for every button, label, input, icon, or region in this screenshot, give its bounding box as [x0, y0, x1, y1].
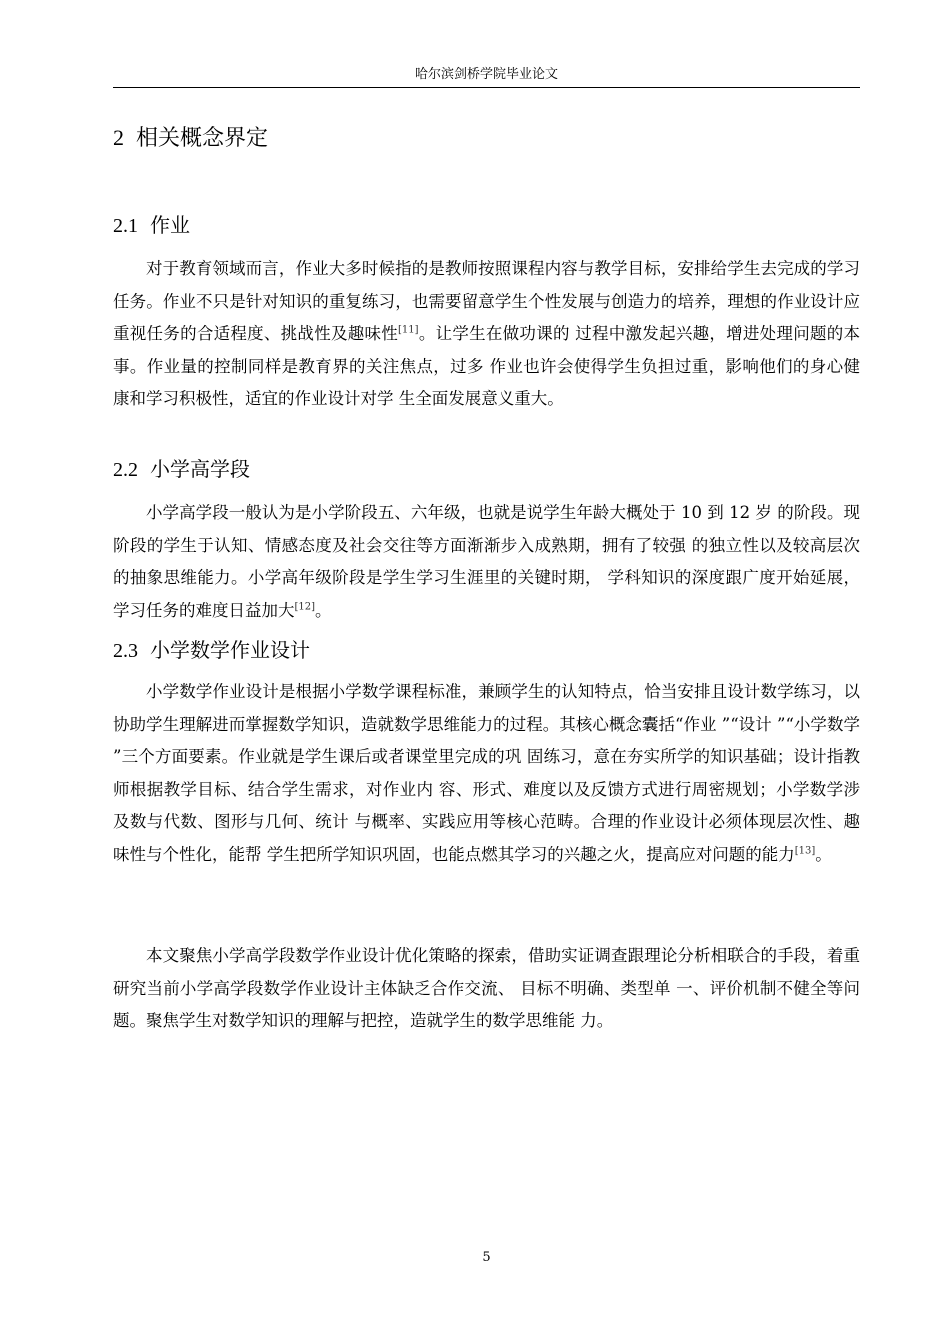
paragraph-homework-definition — [113, 253, 860, 416]
paragraph-text: 对于教育领域而言，作业大多时候指的是教师按照课程内容与教学目标，安排给学生去完成的学习任务。作业不只是针对知识的重复练习，也需要留意学生个性发展与创造力的培养，理想的作业设计应重视任务的合适程度、挑战性及趣味性 — [113, 259, 860, 343]
paragraph-text: 小学数学作业设计是根据小学数学课程标准，兼顾学生的认知特点，恰当安排且设计数学练习，以协助学生理解进而掌握数学知识，造就数学思维能力的过程。其核心概念囊括“作业 ”“设计 ”“小学数学 ”三个方面要素。作业就是学生课后或者课堂里完成的巩 固练习，意在夯实所学的知识基础；设计指教师根据教学目标、结合学生需求，对作业内 容、形式、难度以及反馈方式进行周密规划；小学数学涉及数与代数、图形与几何、统计 与概率、实践应用等核心范畴。合理的作业设计必须体现层次性、趣味性与个性化，能帮 学生把所学知识巩固，也能点燃其学习的兴趣之火，提高应对问题的能力 — [113, 682, 860, 864]
section-heading-2-3 — [113, 636, 310, 665]
paragraph-upper-grades — [113, 497, 860, 627]
paragraph-text: 本文聚焦小学高学段数学作业设计优化策略的探索，借助实证调查跟理论分析相联合的手段，着重研究当前小学高学段数学作业设计主体缺乏合作交流、 目标不明确、类型单 一、评价机制不健全等问题。聚焦学生对数学知识的理解与把控，造就学生的数学思维能 力。 — [113, 946, 860, 1030]
section-title-text: 小学高学段 — [150, 457, 250, 481]
page-header: 哈尔滨剑桥学院毕业论文 — [414, 67, 558, 82]
citation-mark: [11] — [398, 324, 419, 336]
paragraph-text-cont: 。让学生在做功课的 过程中激发起兴趣，增进处理问题的本事。作业量的控制同样是教育界的关注焦点，过多 作业也许会使得学生负担过重，影响他们的身心健康和学习积极性，适宜的作业设计对学 生全面发展意义重大。 — [113, 324, 860, 408]
paragraph-text: 小学高学段一般认为是小学阶段五、六年级，也就是说学生年龄大概处于 10 到 12 岁 的阶段。现阶段的学生于认知、情感态度及社会交往等方面渐渐步入成熟期，拥有了较强 的独立性以及较高层次的抽象思维能力。小学高年级阶段是学生学习生涯里的关键时期， 学科知识的深度跟广度开始延展，学习任务的难度日益加大 — [113, 503, 860, 620]
paragraph-math-homework-design — [113, 676, 860, 871]
header-divider — [113, 87, 860, 88]
section-heading-2-2 — [113, 455, 250, 484]
paragraph-research-focus — [113, 940, 860, 1038]
section-title-text: 作业 — [150, 213, 190, 237]
section-number: 2.3 — [113, 640, 138, 662]
chapter-title — [113, 122, 268, 155]
chapter-number: 2 — [113, 125, 124, 150]
section-title-text: 小学数学作业设计 — [150, 638, 310, 662]
paragraph-text-cont: 。 — [815, 844, 832, 864]
citation-mark: [12] — [294, 601, 316, 612]
section-heading-2-1 — [113, 211, 190, 240]
chapter-title-text: 相关概念界定 — [136, 126, 269, 151]
section-number: 2.1 — [113, 215, 138, 237]
citation-mark: [13] — [794, 845, 816, 856]
paragraph-text-cont: 。 — [315, 600, 332, 620]
page-number: 5 — [482, 1250, 491, 1265]
section-number: 2.2 — [113, 459, 138, 481]
